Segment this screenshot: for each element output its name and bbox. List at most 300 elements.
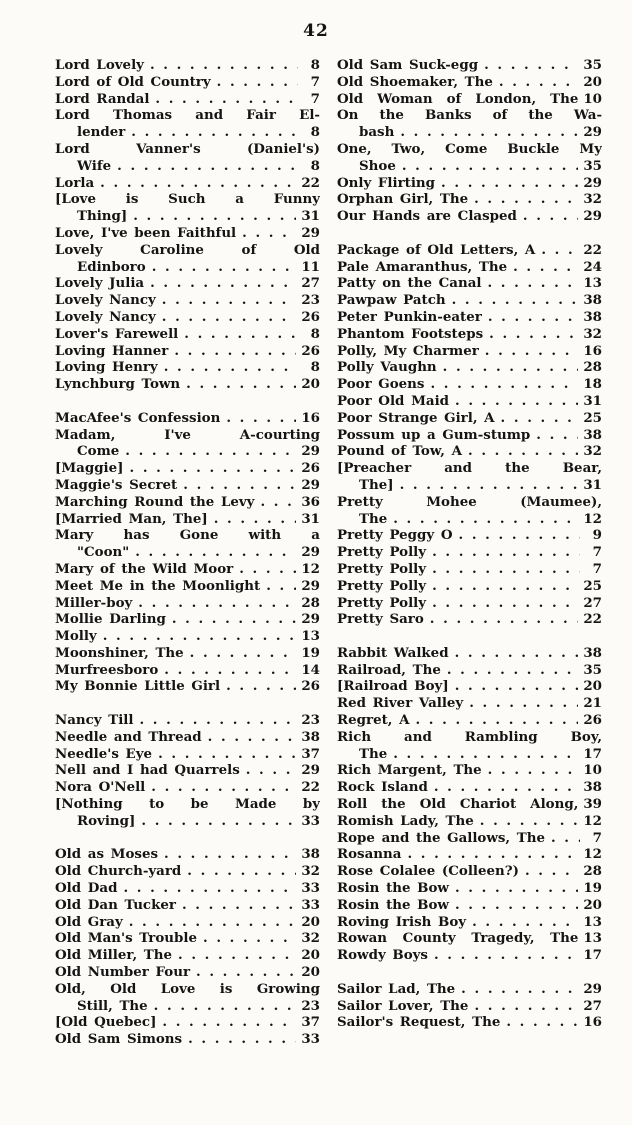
index-entry-line: [337, 662, 602, 679]
song-title: Regret, A: [337, 712, 410, 729]
dot-leader: [239, 561, 296, 578]
index-entry-line: [55, 242, 320, 259]
song-title: Pawpaw Patch: [337, 292, 446, 309]
index-entry-line: [337, 494, 602, 511]
index-entry-line: [55, 897, 320, 914]
page-number: 7: [310, 90, 320, 107]
song-title: Roving]: [77, 812, 136, 829]
page-number: 16: [583, 342, 602, 359]
index-entry-line: [337, 527, 602, 544]
page-number: 22: [583, 611, 602, 628]
index-entry-line: [337, 712, 602, 729]
index-entry-line: [337, 124, 602, 141]
page-number: 27: [301, 275, 320, 292]
song-title: Lovely Caroline of Old: [55, 241, 320, 258]
index-entry-line: [55, 595, 320, 612]
page-number: 25: [583, 409, 602, 426]
index-entry-line: [337, 595, 602, 612]
index-entry-line: [337, 930, 602, 947]
page-number: 12: [583, 846, 602, 863]
page-number: 38: [583, 292, 602, 309]
page-number: 35: [583, 157, 602, 174]
index-entry-line: [337, 91, 602, 108]
dot-leader: [186, 376, 296, 393]
index-entry-line: [55, 930, 320, 947]
index-entry-line: [55, 1014, 320, 1031]
dot-leader: [187, 863, 296, 880]
dot-leader: [226, 678, 296, 695]
index-entry-line: [55, 343, 320, 360]
song-title: Madam, I've A-courting: [55, 426, 320, 443]
index-entry-line: [337, 746, 602, 763]
dot-leader: [455, 645, 579, 662]
page-number: 28: [583, 359, 602, 376]
index-entry-line: [55, 158, 320, 175]
dot-leader: [183, 477, 296, 494]
dot-leader: [469, 695, 578, 712]
page-number: 38: [583, 644, 602, 661]
dot-leader: [184, 326, 298, 343]
song-title: Rosanna: [337, 846, 402, 863]
page-number: 33: [301, 1031, 320, 1048]
dot-leader: [162, 309, 297, 326]
page-number: 38: [583, 426, 602, 443]
index-entry-line: [55, 611, 320, 628]
page-number: 29: [301, 224, 320, 241]
index-entry-line: [337, 275, 602, 292]
page-number: 17: [583, 745, 602, 762]
page-number: 22: [301, 779, 320, 796]
index-entry-line: [337, 947, 602, 964]
index-entry-line: [337, 393, 602, 410]
index-entry-line: [55, 712, 320, 729]
dot-leader: [138, 595, 296, 612]
index-entry-line: [337, 880, 602, 897]
page-number: 25: [583, 577, 602, 594]
page-number: 29: [301, 443, 320, 460]
index-entry-line: [337, 460, 602, 477]
index-entry-line: [55, 863, 320, 880]
index-entry-line: [337, 544, 602, 561]
page-number: 8: [310, 157, 320, 174]
page-number: 38: [583, 308, 602, 325]
song-title: My Bonnie Little Girl: [55, 678, 221, 695]
song-title: Peter Punkin-eater: [337, 308, 482, 325]
index-entry-line: [55, 544, 320, 561]
dot-leader: [260, 494, 296, 511]
song-title: Loving Henry: [55, 359, 158, 376]
dot-leader: [488, 309, 579, 326]
song-title: Orphan Girl, The: [337, 191, 469, 208]
index-entry-line: [55, 880, 320, 897]
dot-leader: [162, 1014, 296, 1031]
dot-leader: [154, 998, 297, 1015]
song-title: Patty on the Canal: [337, 275, 482, 292]
song-title: Rowan County Tragedy, The: [337, 930, 579, 947]
index-entry-line: [337, 141, 602, 158]
song-title: Thing]: [77, 208, 128, 225]
index-entry-line: [337, 309, 602, 326]
dot-leader: [125, 443, 296, 460]
dot-leader: [441, 175, 578, 192]
song-title: Nancy Till: [55, 712, 134, 729]
index-entry-line: [337, 292, 602, 309]
index-entry-line: [55, 779, 320, 796]
song-title: Possum up a Gum-stump: [337, 426, 531, 443]
song-title: Lord of Old Country: [55, 73, 211, 90]
dot-leader: [402, 158, 579, 175]
index-entry-line: [337, 611, 602, 628]
dot-leader: [461, 981, 578, 998]
index-column-left: [55, 57, 320, 1048]
song-title: Wife: [77, 157, 112, 174]
index-entry-line: [55, 443, 320, 460]
index-entry-line: [55, 91, 320, 108]
song-title: Pretty Polly: [337, 577, 427, 594]
index-entry-line: [55, 964, 320, 981]
song-title: Roving Irish Boy: [337, 913, 467, 930]
index-entry-line: [337, 779, 602, 796]
index-entry-line: [337, 343, 602, 360]
page-number: 23: [301, 292, 320, 309]
song-title: MacAfee's Confession: [55, 409, 221, 426]
song-title: Pretty Mohee (Maumee),: [337, 493, 602, 510]
page-number: 13: [301, 628, 320, 645]
dot-leader: [488, 762, 579, 779]
index-columns: [0, 57, 632, 1048]
dot-leader: [123, 880, 296, 897]
song-title: [Preacher and the Bear,: [337, 460, 602, 477]
dot-leader: [214, 511, 297, 528]
index-entry-line: [337, 259, 602, 276]
page-number: 16: [583, 1014, 602, 1031]
index-entry-line: [337, 326, 602, 343]
index-entry-line: [55, 477, 320, 494]
index-entry-line: [337, 107, 602, 124]
song-title: The: [359, 745, 388, 762]
song-title: Needle's Eye: [55, 745, 153, 762]
page-number: 20: [583, 73, 602, 90]
page-number: 28: [583, 863, 602, 880]
index-entry-line: [337, 981, 602, 998]
dot-leader: [434, 779, 579, 796]
index-entry-line: [337, 175, 602, 192]
page-number: 13: [583, 913, 602, 930]
dot-leader: [506, 1014, 578, 1031]
dot-leader: [551, 830, 580, 847]
song-title: Old Shoemaker, The: [337, 73, 493, 90]
song-title: Mollie Darling: [55, 611, 166, 628]
page-number: 17: [583, 947, 602, 964]
song-title: [Maggie]: [55, 460, 124, 477]
index-entry-line: [337, 427, 602, 444]
index-entry-line: [55, 259, 320, 276]
index-entry-line: [337, 846, 602, 863]
song-title: Poor Goens: [337, 376, 425, 393]
index-entry-line: [337, 813, 602, 830]
page-number: 28: [301, 594, 320, 611]
dot-leader: [162, 292, 297, 309]
page-number: 19: [583, 880, 602, 897]
song-title: Nell and I had Quarrels: [55, 762, 240, 779]
page-number: 32: [301, 863, 320, 880]
index-entry-line: [55, 998, 320, 1015]
dot-leader: [226, 410, 296, 427]
song-title: Rich Margent, The: [337, 762, 482, 779]
dot-leader: [432, 561, 580, 578]
dot-leader: [499, 74, 578, 91]
song-title: Love, I've been Faithful: [55, 224, 237, 241]
index-entry-line: [337, 477, 602, 494]
page-number: 12: [583, 812, 602, 829]
index-entry-line: [337, 762, 602, 779]
song-title: "Coon": [77, 544, 130, 561]
dot-leader: [432, 578, 578, 595]
dot-leader: [178, 947, 296, 964]
page-number: 35: [583, 57, 602, 73]
page-number: 31: [583, 392, 602, 409]
song-title: Poor Strange Girl, A: [337, 409, 495, 426]
page-number: 11: [301, 258, 320, 275]
index-entry-line: [337, 729, 602, 746]
song-title: Nora O'Nell: [55, 779, 146, 796]
song-title: Rosin the Bow: [337, 896, 449, 913]
song-title: Rose Colalee (Colleen?): [337, 863, 519, 880]
page-number: 21: [583, 695, 602, 712]
index-entry-line: [55, 729, 320, 746]
page-number: 14: [301, 661, 320, 678]
index-entry-line: [55, 74, 320, 91]
index-entry-line: [55, 225, 320, 242]
index-entry-line: [337, 796, 602, 813]
song-title: Polly, My Charmer: [337, 342, 479, 359]
song-title: Pretty Polly: [337, 544, 427, 561]
index-entry-line: [55, 359, 320, 376]
page-number: 16: [301, 409, 320, 426]
index-entry-line: [337, 242, 602, 259]
dot-leader: [172, 611, 297, 628]
dot-leader: [393, 746, 578, 763]
page-number: 29: [301, 544, 320, 561]
dot-leader: [246, 762, 297, 779]
song-title: [Nothing to be Made by: [55, 796, 320, 813]
song-title: Lord Randal: [55, 90, 150, 107]
song-title: [Old Quebec]: [55, 1014, 157, 1031]
dot-leader: [133, 208, 296, 225]
song-title: Lord Vanner's (Daniel's): [55, 140, 320, 157]
index-entry-line: [337, 511, 602, 528]
dot-leader: [415, 712, 578, 729]
song-title: Lovely Nancy: [55, 292, 156, 309]
dot-leader: [182, 897, 296, 914]
index-entry-line: [55, 376, 320, 393]
page-number: 32: [301, 930, 320, 947]
index-entry-line: [55, 762, 320, 779]
index-entry-line: [55, 947, 320, 964]
dot-leader: [266, 578, 296, 595]
song-title: [Railroad Boy]: [337, 678, 449, 695]
song-title: Miller-boy: [55, 594, 133, 611]
index-entry-line: [337, 578, 602, 595]
index-entry-line: [55, 141, 320, 158]
page-number: 29: [301, 762, 320, 779]
page-number: 9: [592, 527, 602, 544]
page-number: 23: [301, 997, 320, 1014]
index-entry-line: [337, 830, 602, 847]
index-entry-line: [55, 981, 320, 998]
page-number: 12: [583, 510, 602, 527]
song-title: Rowdy Boys: [337, 947, 428, 964]
dot-leader: [430, 376, 578, 393]
page-number: 33: [301, 896, 320, 913]
song-title: Loving Hanner: [55, 342, 169, 359]
song-title: Old Man's Trouble: [55, 930, 197, 947]
song-title: Pound of Tow, A: [337, 443, 462, 460]
index-entry-line: [55, 561, 320, 578]
index-entry-line: [337, 74, 602, 91]
song-title: Old Dan Tucker: [55, 896, 176, 913]
song-title: Maggie's Secret: [55, 476, 178, 493]
page-number: 13: [583, 930, 602, 947]
dot-leader: [100, 175, 296, 192]
dot-leader: [443, 359, 579, 376]
page-number: 29: [583, 208, 602, 225]
song-title: Package of Old Letters, A: [337, 241, 536, 258]
index-entry-line: [55, 208, 320, 225]
song-title: Old Woman of London, The: [337, 90, 579, 107]
song-title: Rabbit Walked: [337, 644, 449, 661]
song-title: Romish Lady, The: [337, 812, 474, 829]
dot-leader: [474, 998, 578, 1015]
page-number: 20: [301, 947, 320, 964]
index-entry-line: [55, 796, 320, 813]
song-title: Old Dad: [55, 880, 118, 897]
dot-leader: [135, 544, 296, 561]
dot-leader: [400, 477, 579, 494]
song-title: Pretty Polly: [337, 560, 427, 577]
page-number: 7: [310, 73, 320, 90]
song-title: Our Hands are Clasped: [337, 208, 517, 225]
page-number: 29: [301, 611, 320, 628]
page-number: 29: [583, 980, 602, 997]
song-title: [Married Man, The]: [55, 510, 208, 527]
page-number: 35: [583, 661, 602, 678]
song-title: Rich and Rambling Boy,: [337, 728, 602, 745]
dot-leader: [489, 326, 578, 343]
page-number: 27: [583, 997, 602, 1014]
song-title: Phantom Footsteps: [337, 325, 484, 342]
dot-leader: [400, 124, 578, 141]
index-entry-line: [337, 695, 602, 712]
page-number: 29: [583, 124, 602, 141]
page-number: 38: [301, 728, 320, 745]
index-entry-line: [337, 443, 602, 460]
dot-leader: [393, 511, 578, 528]
song-title: lender: [77, 124, 126, 141]
song-title: Red River Valley: [337, 695, 464, 712]
dot-leader: [174, 343, 296, 360]
dot-leader: [129, 914, 297, 931]
dot-leader: [407, 846, 578, 863]
dot-leader: [513, 259, 578, 276]
page-number: 20: [301, 913, 320, 930]
dot-leader: [188, 1031, 296, 1048]
page-number: 20: [583, 678, 602, 695]
page-number: 26: [301, 678, 320, 695]
index-entry-line: [55, 326, 320, 343]
page-number: 8: [310, 57, 320, 73]
dot-leader: [459, 527, 580, 544]
index-entry-line: [337, 359, 602, 376]
index-entry-line: [55, 494, 320, 511]
index-entry-line: [55, 662, 320, 679]
song-title: Murfreesboro: [55, 661, 159, 678]
page-number: 12: [301, 560, 320, 577]
dot-leader: [203, 930, 296, 947]
page-number: 20: [301, 964, 320, 981]
page-number: 31: [301, 208, 320, 225]
index-entry-line: [55, 645, 320, 662]
page-number: 37: [301, 745, 320, 762]
dot-leader: [164, 359, 298, 376]
song-title: Meet Me in the Moonlight: [55, 577, 261, 594]
page-number: 10: [583, 762, 602, 779]
page-number: 26: [301, 460, 320, 477]
index-entry-line: [337, 158, 602, 175]
page-number: 31: [583, 476, 602, 493]
page-number: 38: [301, 846, 320, 863]
page-number: 29: [301, 476, 320, 493]
dot-leader: [131, 124, 298, 141]
dot-leader: [432, 544, 580, 561]
song-title: The: [359, 510, 388, 527]
index-entry-line: [55, 309, 320, 326]
song-title: Lovely Nancy: [55, 308, 156, 325]
index-entry-line: [55, 191, 320, 208]
page-number: 24: [583, 258, 602, 275]
dot-leader: [242, 225, 296, 242]
song-title: Pretty Polly: [337, 594, 427, 611]
song-title: Poor Old Maid: [337, 392, 450, 409]
song-title: The]: [359, 476, 394, 493]
song-title: Railroad, The: [337, 661, 441, 678]
page-number: 29: [583, 174, 602, 191]
dot-leader: [447, 662, 579, 679]
index-entry-line: [55, 124, 320, 141]
page-number: 29: [301, 577, 320, 594]
dot-leader: [103, 628, 297, 645]
song-title: Edinboro: [77, 258, 146, 275]
index-entry-line: [55, 628, 320, 645]
index-entry-line: [55, 846, 320, 863]
song-title: Sailor's Request, The: [337, 1014, 501, 1031]
index-entry-line: [337, 376, 602, 393]
dot-leader: [139, 712, 296, 729]
index-entry-line: [55, 275, 320, 292]
page-number: 18: [583, 376, 602, 393]
page-number: 33: [301, 880, 320, 897]
song-title: Old Gray: [55, 913, 123, 930]
dot-leader: [541, 242, 578, 259]
dot-leader: [141, 813, 296, 830]
song-title: Pale Amaranthus, The: [337, 258, 508, 275]
page-number: 8: [310, 359, 320, 376]
index-entry-line: [337, 208, 602, 225]
song-title: Roll the Old Chariot Along,: [337, 796, 579, 813]
index-column-right: [337, 57, 602, 1048]
song-title: Polly Vaughn: [337, 359, 437, 376]
song-title: One, Two, Come Buckle My: [337, 140, 602, 157]
